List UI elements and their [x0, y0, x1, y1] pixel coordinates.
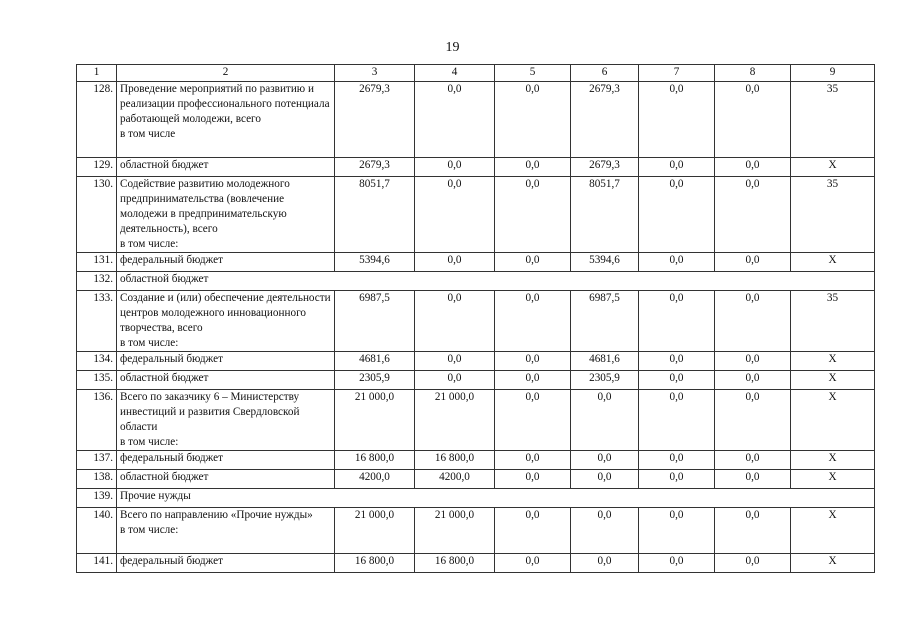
row-name: Всего по направлению «Прочие нужды» в том числе: [117, 508, 335, 554]
cell-c5: 0,0 [495, 352, 571, 371]
cell-c9: Х [791, 158, 875, 177]
cell-c7: 0,0 [639, 508, 715, 554]
row-number: 130. [77, 177, 117, 253]
row-number: 141. [77, 554, 117, 573]
row-number: 140. [77, 508, 117, 554]
cell-c5: 0,0 [495, 253, 571, 272]
cell-c5: 0,0 [495, 470, 571, 489]
row-name: федеральный бюджет [117, 352, 335, 371]
row-name: Содействие развитию молодежного предпринимательства (вовлечение молодежи в предпринимательскую деятельность), всего в том числе: [117, 177, 335, 253]
cell-c3: 16 800,0 [335, 554, 415, 573]
cell-c5: 0,0 [495, 371, 571, 390]
cell-c6: 2305,9 [571, 371, 639, 390]
cell-c7: 0,0 [639, 291, 715, 352]
table-body [77, 82, 875, 573]
cell-c8: 0,0 [715, 451, 791, 470]
cell-c7: 0,0 [639, 253, 715, 272]
row-number: 139. [77, 489, 117, 508]
row-name: областной бюджет [117, 470, 335, 489]
row-number: 128. [77, 82, 117, 158]
cell-c9: 35 [791, 291, 875, 352]
cell-c9: Х [791, 451, 875, 470]
cell-c6: 6987,5 [571, 291, 639, 352]
table-row [77, 177, 875, 253]
cell-c4: 0,0 [415, 352, 495, 371]
cell-c6: 0,0 [571, 508, 639, 554]
cell-c5: 0,0 [495, 451, 571, 470]
cell-c9: Х [791, 390, 875, 451]
cell-c7: 0,0 [639, 554, 715, 573]
cell-c3: 2679,3 [335, 158, 415, 177]
cell-c6: 8051,7 [571, 177, 639, 253]
table-row [77, 82, 875, 158]
row-name: Создание и (или) обеспечение деятельности центров молодежного инновационного творчества, всего в том числе: [117, 291, 335, 352]
cell-c8: 0,0 [715, 371, 791, 390]
cell-c4: 21 000,0 [415, 508, 495, 554]
row-name: областной бюджет [117, 272, 875, 291]
header-cell: 7 [639, 65, 715, 82]
cell-c3: 6987,5 [335, 291, 415, 352]
cell-c5: 0,0 [495, 158, 571, 177]
cell-c4: 0,0 [415, 371, 495, 390]
cell-c4: 16 800,0 [415, 554, 495, 573]
table-row [77, 253, 875, 272]
cell-c7: 0,0 [639, 470, 715, 489]
row-name: федеральный бюджет [117, 554, 335, 573]
cell-c7: 0,0 [639, 352, 715, 371]
cell-c3: 21 000,0 [335, 508, 415, 554]
row-number: 135. [77, 371, 117, 390]
header-row [77, 65, 875, 82]
cell-c8: 0,0 [715, 253, 791, 272]
header-cell: 3 [335, 65, 415, 82]
cell-c8: 0,0 [715, 177, 791, 253]
row-name: федеральный бюджет [117, 253, 335, 272]
header-cell: 6 [571, 65, 639, 82]
cell-c7: 0,0 [639, 82, 715, 158]
cell-c5: 0,0 [495, 390, 571, 451]
cell-c7: 0,0 [639, 390, 715, 451]
cell-c3: 8051,7 [335, 177, 415, 253]
table-row [77, 390, 875, 451]
cell-c9: Х [791, 352, 875, 371]
header-cell: 1 [77, 65, 117, 82]
cell-c7: 0,0 [639, 177, 715, 253]
cell-c6: 0,0 [571, 554, 639, 573]
cell-c9: Х [791, 554, 875, 573]
table-row [77, 489, 875, 508]
row-name: Прочие нужды [117, 489, 875, 508]
row-name: областной бюджет [117, 158, 335, 177]
cell-c6: 0,0 [571, 390, 639, 451]
table-row [77, 470, 875, 489]
cell-c9: Х [791, 470, 875, 489]
row-number: 134. [77, 352, 117, 371]
cell-c9: 35 [791, 82, 875, 158]
table-row [77, 352, 875, 371]
table-row [77, 272, 875, 291]
cell-c3: 5394,6 [335, 253, 415, 272]
cell-c7: 0,0 [639, 158, 715, 177]
cell-c8: 0,0 [715, 554, 791, 573]
cell-c3: 21 000,0 [335, 390, 415, 451]
cell-c5: 0,0 [495, 177, 571, 253]
row-number: 132. [77, 272, 117, 291]
row-number: 133. [77, 291, 117, 352]
cell-c3: 2305,9 [335, 371, 415, 390]
cell-c4: 0,0 [415, 253, 495, 272]
cell-c5: 0,0 [495, 554, 571, 573]
row-number: 129. [77, 158, 117, 177]
row-name: федеральный бюджет [117, 451, 335, 470]
cell-c6: 0,0 [571, 470, 639, 489]
cell-c5: 0,0 [495, 82, 571, 158]
cell-c8: 0,0 [715, 390, 791, 451]
cell-c6: 2679,3 [571, 158, 639, 177]
header-cell: 2 [117, 65, 335, 82]
row-name: Всего по заказчику 6 – Министерству инвестиций и развития Свердловской области в том числе: [117, 390, 335, 451]
cell-c3: 2679,3 [335, 82, 415, 158]
cell-c8: 0,0 [715, 470, 791, 489]
cell-c7: 0,0 [639, 371, 715, 390]
cell-c8: 0,0 [715, 508, 791, 554]
cell-c8: 0,0 [715, 158, 791, 177]
cell-c4: 16 800,0 [415, 451, 495, 470]
cell-c6: 2679,3 [571, 82, 639, 158]
cell-c5: 0,0 [495, 291, 571, 352]
table-row [77, 554, 875, 573]
cell-c5: 0,0 [495, 508, 571, 554]
cell-c7: 0,0 [639, 451, 715, 470]
cell-c4: 21 000,0 [415, 390, 495, 451]
cell-c3: 4681,6 [335, 352, 415, 371]
header-cell: 8 [715, 65, 791, 82]
table-row [77, 451, 875, 470]
cell-c6: 4681,6 [571, 352, 639, 371]
page-number: 19 [445, 40, 460, 55]
cell-c3: 16 800,0 [335, 451, 415, 470]
cell-c4: 0,0 [415, 291, 495, 352]
cell-c6: 0,0 [571, 451, 639, 470]
cell-c8: 0,0 [715, 82, 791, 158]
table-row [77, 371, 875, 390]
cell-c9: Х [791, 371, 875, 390]
cell-c6: 5394,6 [571, 253, 639, 272]
header-cell: 4 [415, 65, 495, 82]
table-row [77, 291, 875, 352]
row-name: областной бюджет [117, 371, 335, 390]
cell-c3: 4200,0 [335, 470, 415, 489]
table-row [77, 508, 875, 554]
cell-c9: 35 [791, 177, 875, 253]
cell-c4: 0,0 [415, 82, 495, 158]
row-number: 137. [77, 451, 117, 470]
row-number: 136. [77, 390, 117, 451]
header-cell: 5 [495, 65, 571, 82]
row-number: 131. [77, 253, 117, 272]
row-number: 138. [77, 470, 117, 489]
cell-c8: 0,0 [715, 352, 791, 371]
row-name: Проведение мероприятий по развитию и реализации профессионального потенциала работающей молодежи, всего в том числе [117, 82, 335, 158]
cell-c9: Х [791, 508, 875, 554]
cell-c8: 0,0 [715, 291, 791, 352]
budget-table [76, 64, 875, 573]
cell-c4: 4200,0 [415, 470, 495, 489]
cell-c4: 0,0 [415, 158, 495, 177]
cell-c9: Х [791, 253, 875, 272]
header-cell: 9 [791, 65, 875, 82]
table-row [77, 158, 875, 177]
cell-c4: 0,0 [415, 177, 495, 253]
